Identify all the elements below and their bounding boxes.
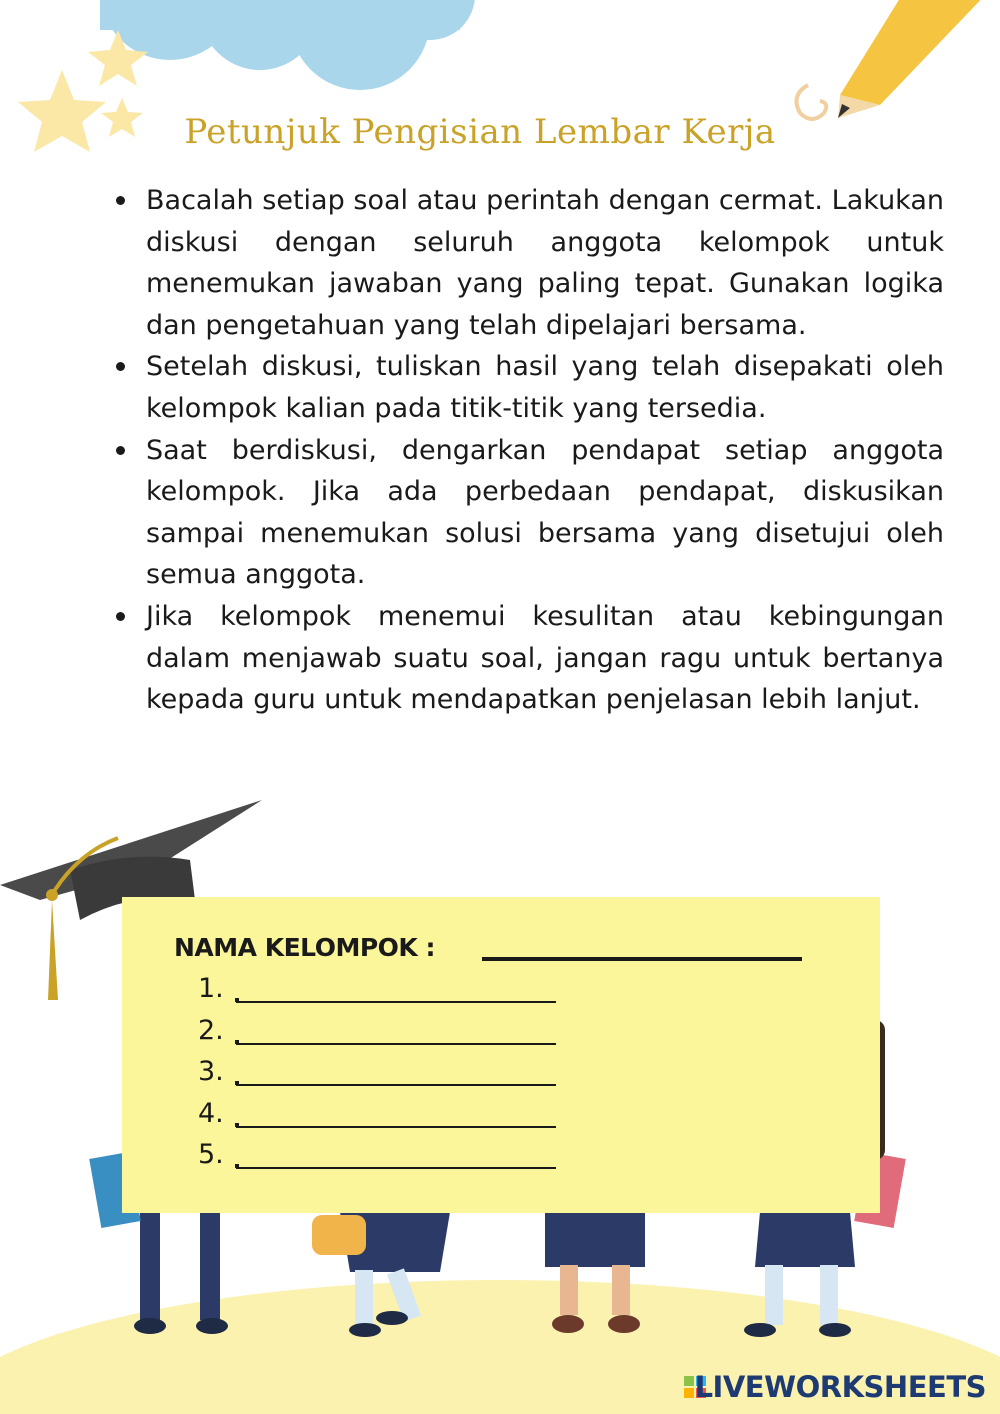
member-input-line-3[interactable] — [236, 1084, 556, 1086]
member-number: 1. — [198, 973, 224, 1004]
instruction-item: Jika kelompok menemui kesulitan atau kebingungan dalam menjawab suatu soal, jangan ragu untuk bertanya kepada guru untuk mendapatkan penjelasan lebih lanjut. — [146, 596, 944, 721]
member-row — [198, 1054, 598, 1096]
member-row — [198, 971, 598, 1013]
group-card — [122, 897, 880, 1213]
instruction-item: Bacalah setiap soal atau perintah dengan cermat. Lakukan diskusi dengan seluruh anggota kelompok untuk menemukan jawaban yang paling tepat. Gunakan logika dan pengetahuan yang telah dipelajari bersama. — [146, 180, 944, 346]
pencil-illustration — [796, 0, 990, 119]
member-number: 2. — [198, 1014, 224, 1046]
member-number: 5. — [198, 1139, 224, 1171]
member-input-line-5[interactable] — [236, 1167, 556, 1169]
member-input-line-2[interactable] — [236, 1043, 556, 1045]
member-input-line-1[interactable] — [236, 1001, 556, 1003]
member-row — [198, 1137, 598, 1179]
member-list — [198, 971, 598, 1179]
group-name-input-line[interactable] — [482, 957, 802, 961]
member-row — [198, 1096, 598, 1138]
member-number: 3. — [198, 1056, 224, 1088]
member-row — [198, 1013, 598, 1055]
page-title: Petunjuk Pengisian Lembar Kerja — [184, 112, 776, 152]
group-name-label: NAMA KELOMPOK : — [174, 933, 435, 962]
member-number: 4. — [198, 1097, 224, 1129]
member-input-line-4[interactable] — [236, 1126, 556, 1128]
brand-watermark[interactable]: LIVEWORKSHEETS — [694, 1370, 986, 1404]
instruction-item: Setelah diskusi, tuliskan hasil yang telah disepakati oleh kelompok kalian pada titik-titik yang tersedia. — [146, 346, 944, 429]
cloud-illustration — [100, 0, 475, 90]
instruction-list — [146, 180, 944, 721]
instruction-item: Saat berdiskusi, dengarkan pendapat setiap anggota kelompok. Jika ada perbedaan pendapat, diskusikan sampai menemukan solusi bersama yang disetujui oleh semua anggota. — [146, 430, 944, 596]
